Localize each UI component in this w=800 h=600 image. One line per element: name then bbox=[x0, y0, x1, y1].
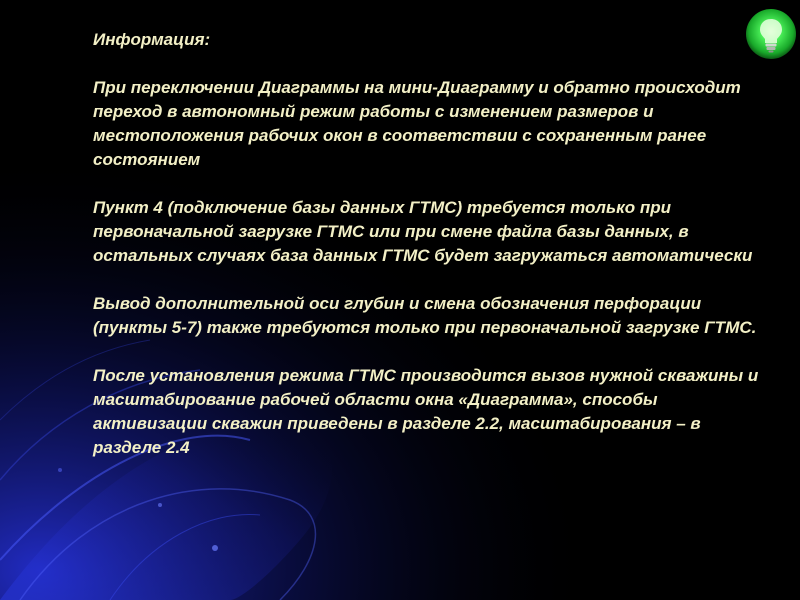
paragraph-well-selection: После установления режима ГТМС производится вызов нужной скважины и масштабирование рабочей области окна «Диаграмма», способы активизации скважин приведены в разделе 2.2, масштабирования – в разделе 2.4 bbox=[93, 366, 759, 457]
paragraph-mini-diagram: При переключении Диаграммы на мини-Диаграмму и обратно происходит переход в автономный режим работы с изменением размеров и местоположения рабочих окон в соответствии с сохраненным ранее состоянием bbox=[93, 78, 741, 169]
info-text-block bbox=[93, 28, 773, 460]
paragraph-depth-axis: Вывод дополнительной оси глубин и смена обозначения перфорации (пункты 5-7) также требуются только при первоначальной загрузке ГТМС. bbox=[93, 294, 757, 337]
info-heading: Информация: bbox=[93, 30, 211, 49]
lightbulb-icon[interactable] bbox=[744, 7, 798, 61]
paragraph-database-loading: Пункт 4 (подключение базы данных ГТМС) требуется только при первоначальной загрузке ГТМС или при смене файла базы данных, в остальных случаях база данных ГТМС будет загружаться автоматически bbox=[93, 198, 753, 265]
